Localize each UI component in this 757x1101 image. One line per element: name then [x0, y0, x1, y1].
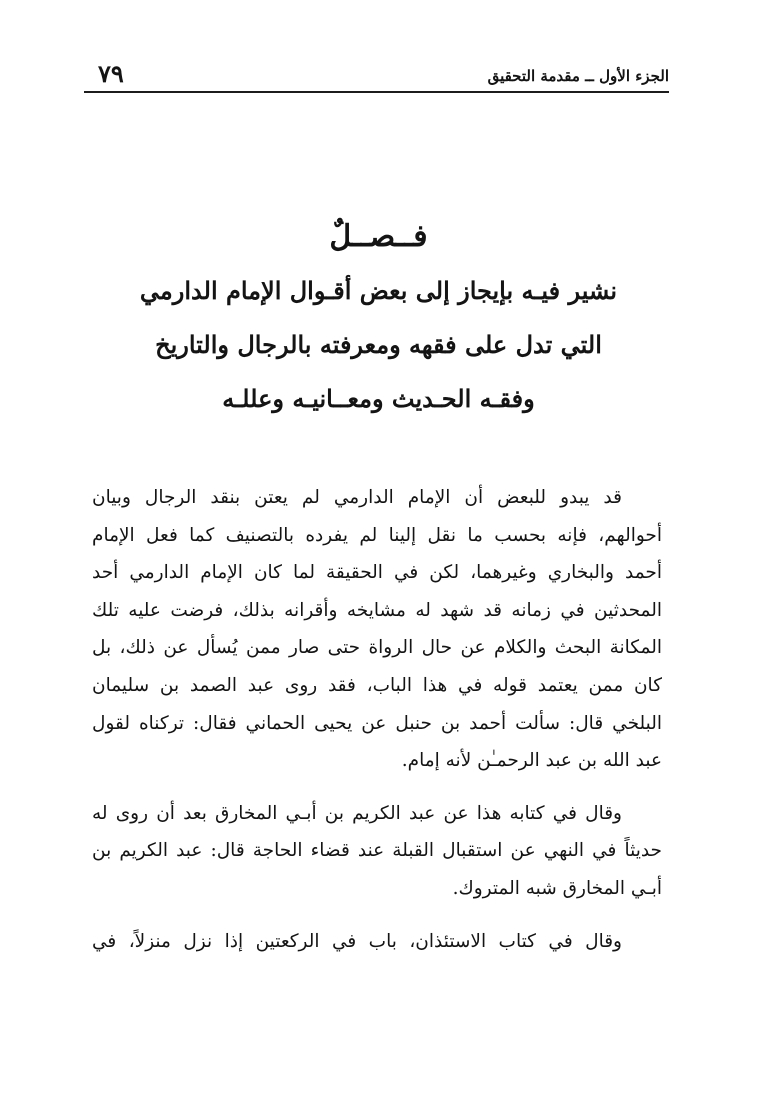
text-line: المحدثين في زمانه قد شهد له مشايخه وأقرانه بذلك، فرضت عليه تلك [92, 599, 662, 621]
page-number: ٧٩ [98, 59, 124, 88]
text-line: أبـي المخارق شبه المتروك. [452, 877, 662, 899]
text-line: أحوالهم، فإنه بحسب ما نقل إلينا لم يفرده بالتصنيف كما فعل الإمام [92, 524, 662, 546]
text-line: كان ممن يعتمد قوله في هذا الباب، فقد روى عبد الصمد بن سليمان [92, 674, 662, 696]
header-rule [84, 91, 669, 93]
paragraph [92, 479, 662, 780]
text-line: أحمد والبخاري وغيرهما، لكن في الحقيقة لما كان الإمام الدارمي أحد [92, 562, 662, 584]
text-line: وقال في كتاب الاستئذان، باب في الركعتين إذا نزل منزلاً، في [92, 930, 622, 952]
section-heading [70, 210, 687, 426]
running-title: الجزء الأول ــ مقدمة التحقيق [487, 67, 669, 85]
text-line: قد يبدو للبعض أن الإمام الدارمي لم يعتن بنقد الرجال وبيان [92, 487, 622, 508]
heading-line-3: وفقـه الحـديث ومعــانيـه وعللـه [222, 384, 535, 413]
heading-line-1: نشير فيـه بإيجاز إلى بعض أقـوال الإمام الدارمي [139, 276, 618, 305]
text-line: حديثاً في النهي عن استقبال القبلة عند قضاء الحاجة قال: عبد الكريم بن [92, 840, 662, 862]
heading-line-2: التي تدل على فقهه ومعرفته بالرجال والتاريخ [155, 330, 602, 359]
body-text [92, 479, 662, 975]
running-header [84, 58, 669, 92]
section-word: فــصــلٌ [329, 219, 428, 254]
paragraph [92, 795, 662, 908]
text-line: المكانة البحث والكلام عن حال الرواة حتى صار ممن يُسأل عن ذلك، بل [92, 637, 662, 659]
text-line: البلخي قال: سألت أحمد بن حنبل عن يحيى الحماني فقال: تركناه لقول [92, 712, 662, 734]
paragraph [92, 923, 662, 961]
text-line: وقال في كتابه هذا عن عبد الكريم بن أبـي المخارق بعد أن روى له [92, 802, 622, 824]
text-line: عبد الله بن عبد الرحمـٰن لأنه إمام. [401, 750, 662, 772]
